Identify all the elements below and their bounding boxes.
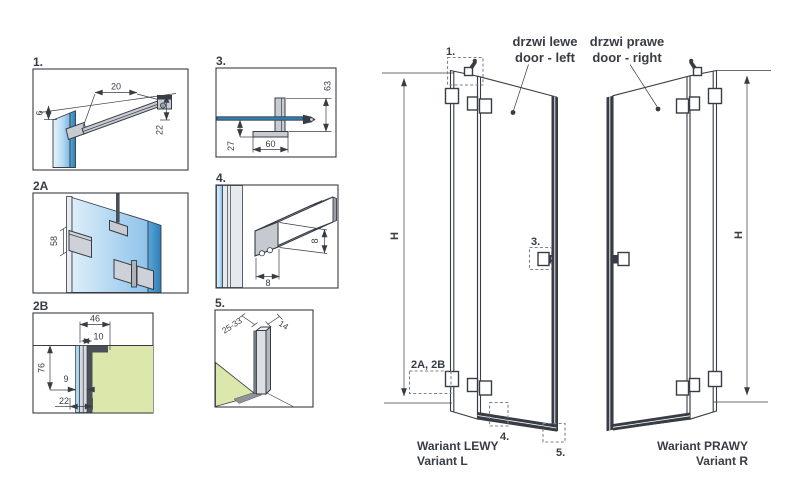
hinge-block	[468, 97, 478, 110]
glass-panel	[217, 186, 223, 288]
rail-highlight	[613, 416, 690, 428]
hinge-block	[480, 381, 492, 395]
detail-2a-label: 2A	[33, 179, 49, 193]
hinge-block	[709, 89, 722, 104]
dimension-lines	[240, 98, 332, 152]
threshold-notch	[259, 251, 264, 256]
dimension-label: 25-33	[220, 315, 244, 336]
door-handle	[538, 253, 549, 266]
fixed-panel	[690, 71, 717, 420]
pivot	[160, 103, 165, 108]
hinge-block	[480, 99, 492, 113]
hinge-block	[446, 372, 459, 387]
dimension-label: 14	[276, 318, 291, 332]
dimension-label: 8	[265, 278, 271, 288]
detail-2b-label: 2B	[33, 299, 49, 313]
leader-line	[514, 65, 529, 111]
leader-dot	[656, 107, 661, 112]
support-rod	[116, 194, 120, 223]
callout-box-2ab	[410, 371, 452, 394]
wall-profile-front	[256, 331, 266, 395]
glass-panel	[53, 113, 70, 168]
callout-label-1: 1.	[446, 46, 456, 58]
dimension-label: 58	[49, 235, 59, 247]
handle-center	[310, 118, 313, 121]
detail-2a	[33, 179, 188, 293]
dimension-label: 9	[63, 374, 69, 384]
threshold-end-face	[333, 197, 337, 222]
fixed-panel	[451, 71, 478, 420]
wall-profile-side	[266, 327, 271, 394]
leader-dot	[511, 110, 516, 115]
detail-4-label: 4.	[216, 171, 227, 185]
support-arm-line	[83, 104, 160, 132]
height-label: H	[733, 231, 745, 239]
door-name-pl: drzwi prawe	[589, 34, 665, 49]
variant-label-en: Variant L	[417, 454, 468, 468]
dimension-label: 6	[34, 110, 45, 116]
door-name-en: door - left	[515, 50, 575, 65]
dimension-label: 22	[154, 124, 165, 136]
glass-plan	[217, 117, 303, 120]
hinge-block	[709, 372, 722, 387]
dimension-label: 10	[93, 331, 104, 342]
door-profile	[223, 186, 243, 288]
detail-5	[215, 296, 313, 407]
hinge-block	[690, 97, 700, 110]
floor-line	[266, 393, 293, 407]
detail-5-label: 5.	[215, 296, 226, 310]
dimension-label: 27	[226, 140, 236, 152]
base-plate	[253, 132, 288, 138]
variant-label-pl: Wariant PRAWY	[657, 439, 748, 453]
right-door-view	[590, 34, 771, 468]
handle-plan	[303, 115, 316, 124]
threshold-front-face	[255, 222, 278, 256]
glass-section	[76, 346, 80, 413]
dimension-label: 46	[89, 313, 101, 324]
height-label: H	[389, 232, 401, 240]
wall-profile-plan	[275, 98, 285, 132]
door-name-pl: drzwi lewe	[512, 34, 578, 49]
dimension-label: 22	[58, 396, 70, 406]
hinge-cylinder	[132, 261, 137, 288]
detail-4	[216, 171, 338, 288]
left-door-view	[382, 34, 578, 468]
threshold-groove	[267, 201, 322, 226]
hinge-block	[690, 379, 700, 392]
dimension-label: 63	[322, 80, 333, 92]
support-knob	[465, 59, 478, 76]
door-name-en: door - right	[592, 50, 662, 65]
variant-label-en: Variant R	[695, 454, 748, 468]
callout-label-2ab: 2A, 2B	[411, 359, 446, 371]
hinge-block	[677, 381, 689, 395]
dimension-lines	[60, 227, 67, 257]
height-dimension	[382, 73, 454, 403]
callout-label-4: 4.	[500, 431, 510, 443]
dimension-label: 8	[310, 238, 320, 244]
height-dimension	[713, 71, 771, 403]
detail-1	[33, 55, 188, 170]
hinge-block	[468, 379, 478, 392]
wall-bracket-cap	[158, 96, 172, 100]
door-handle	[618, 253, 629, 266]
dimension-label: 20	[110, 81, 122, 92]
hinge-block	[677, 99, 689, 113]
hinge-block	[446, 89, 459, 104]
callout-label-3: 3.	[531, 236, 541, 248]
dimension-label: 76	[36, 362, 47, 374]
detail-1-label: 1.	[33, 55, 44, 69]
support-knob	[689, 59, 702, 76]
threshold-notch	[267, 248, 272, 253]
dimension-lines	[239, 314, 283, 328]
detail-3-label: 3.	[216, 54, 227, 68]
wall-section	[92, 346, 153, 413]
dimension-label: 60	[265, 139, 276, 149]
detail-2b	[33, 299, 153, 413]
variant-label-pl: Wariant LEWY	[417, 439, 499, 453]
detail-3	[216, 54, 336, 157]
callout-label-5: 5.	[556, 447, 566, 459]
